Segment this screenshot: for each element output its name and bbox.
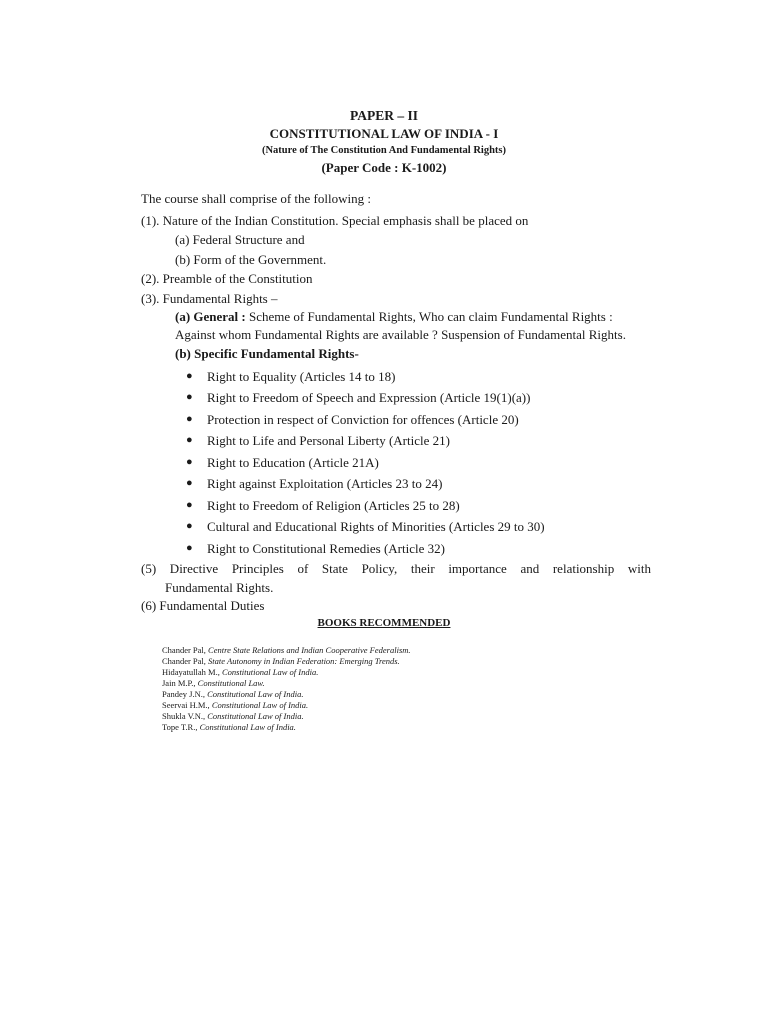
paper-number: PAPER – II bbox=[349, 108, 418, 123]
list-item: ● Right against Exploitation (Articles 23 to 24) bbox=[186, 473, 651, 495]
item-6: (6) Fundamental Duties bbox=[141, 597, 265, 613]
general-label: (a) General : bbox=[175, 309, 246, 324]
bullet-icon: ● bbox=[186, 455, 193, 468]
bullet-icon: ● bbox=[186, 541, 193, 554]
list-item: Chander Pal, Centre State Relations and Indian Cooperative Federalism. bbox=[162, 645, 411, 655]
intro-text: The course shall comprise of the following : bbox=[141, 191, 371, 206]
list-item: Tope T.R., Constitutional Law of India. bbox=[162, 722, 296, 732]
general-paragraph bbox=[141, 308, 651, 344]
list-item: Jain M.P., Constitutional Law. bbox=[162, 678, 265, 688]
item-3: (3). Fundamental Rights – bbox=[141, 290, 278, 306]
item-1-sub-b: (b) Form of the Government. bbox=[175, 251, 327, 267]
rights-list bbox=[141, 366, 651, 560]
books-heading: BOOKS RECOMMENDED bbox=[317, 617, 451, 629]
item-1-sub-a: (a) Federal Structure and bbox=[175, 232, 305, 247]
list-item: ● Protection in respect of Conviction for offences (Article 20) bbox=[186, 409, 651, 431]
bullet-icon: ● bbox=[186, 477, 193, 489]
item-5-line-1: (5) Directive Principles of State Policy, their importance and relationship with bbox=[141, 561, 651, 576]
general-text: Scheme of Fundamental Rights, Who can claim Fundamental Rights : Against whom Fundamental Rights are available ? Suspension of Fundamental Rights. bbox=[175, 309, 626, 342]
bullet-icon: ● bbox=[186, 391, 193, 403]
list-item: Pandey J.N., Constitutional Law of India. bbox=[162, 689, 304, 699]
books-list bbox=[162, 645, 411, 733]
bullet-icon: ● bbox=[186, 520, 193, 532]
bullet-icon: ● bbox=[186, 412, 193, 425]
list-item: ● Right to Education (Article 21A) bbox=[186, 452, 651, 474]
list-item: Chander Pal, State Autonomy in Indian Federation: Emerging Trends. bbox=[162, 656, 400, 666]
paper-subtitle: (Nature of The Constitution And Fundamental Rights) bbox=[261, 145, 507, 156]
bullet-icon: ● bbox=[186, 369, 193, 382]
list-item: ● Cultural and Educational Rights of Minorities (Articles 29 to 30) bbox=[186, 516, 651, 538]
paper-code: (Paper Code : K-1002) bbox=[321, 160, 447, 175]
specific-rights-label: (b) Specific Fundamental Rights- bbox=[175, 346, 359, 361]
item-5-line-2: Fundamental Rights. bbox=[165, 579, 274, 595]
list-item: ● Right to Freedom of Religion (Articles 25 to 28) bbox=[186, 495, 651, 517]
list-item: ● Right to Equality (Articles 14 to 18) bbox=[186, 366, 651, 388]
specific-rights-heading bbox=[141, 344, 651, 364]
list-item: ● Right to Life and Personal Liberty (Article 21) bbox=[186, 430, 651, 452]
list-item: ● Right to Freedom of Speech and Expression (Article 19(1)(a)) bbox=[186, 387, 651, 409]
item-2: (2). Preamble of the Constitution bbox=[141, 271, 313, 286]
paper-title: CONSTITUTIONAL LAW OF INDIA - I bbox=[269, 126, 499, 141]
bullet-icon: ● bbox=[186, 498, 193, 511]
list-item: Shukla V.N., Constitutional Law of India. bbox=[162, 711, 304, 721]
item-1: (1). Nature of the Indian Constitution. Special emphasis shall be placed on bbox=[141, 212, 529, 228]
list-item: Seervai H.M., Constitutional Law of India. bbox=[162, 700, 309, 710]
list-item: Hidayatullah M., Constitutional Law of India. bbox=[162, 667, 319, 677]
course-content bbox=[141, 189, 651, 615]
list-item: ● Right to Constitutional Remedies (Article 32) bbox=[186, 538, 651, 560]
bullet-icon: ● bbox=[186, 434, 193, 446]
